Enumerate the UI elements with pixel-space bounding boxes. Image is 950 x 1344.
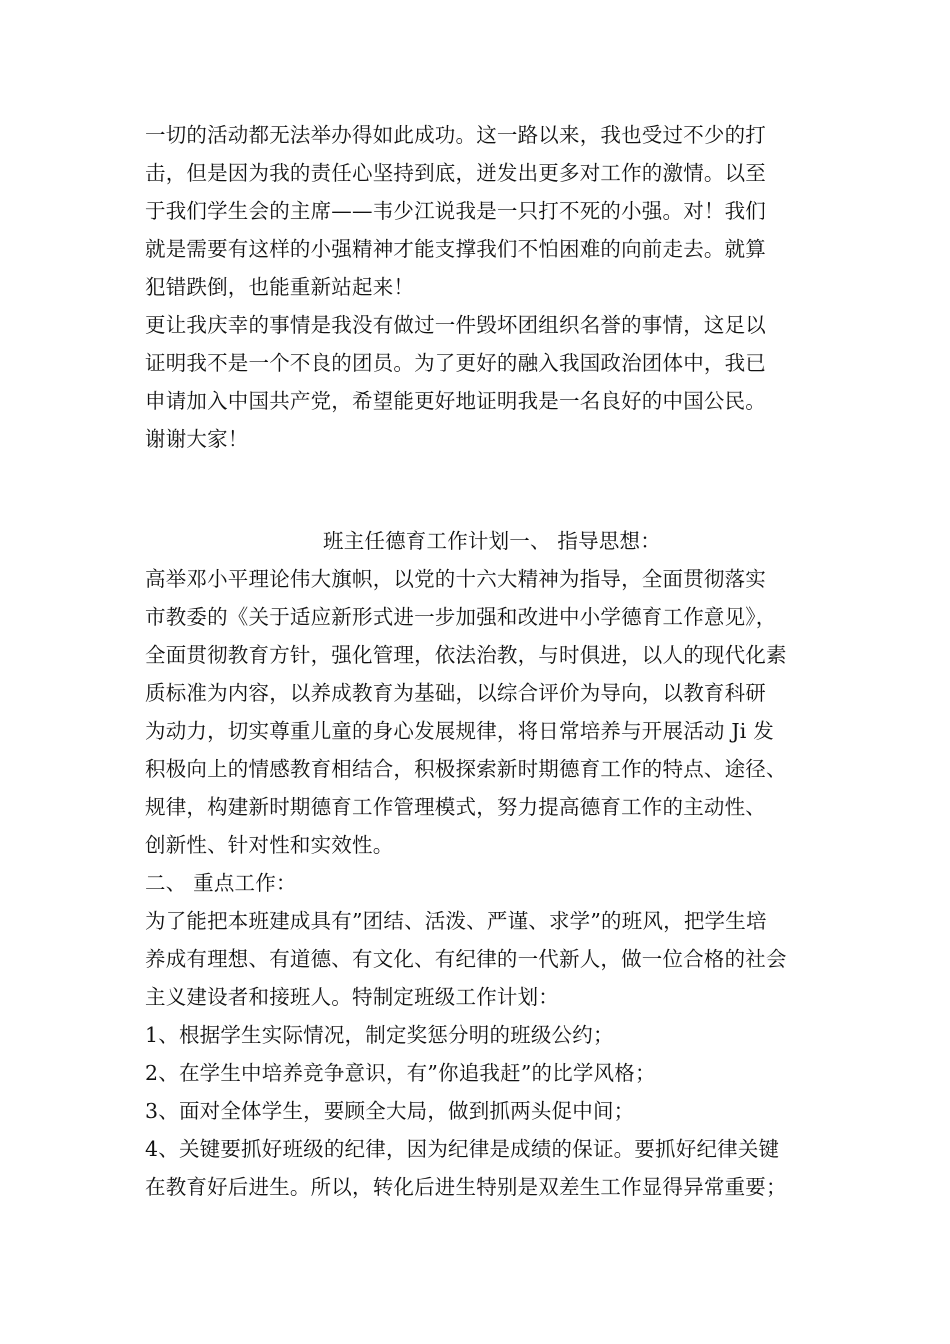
text-line: 高举邓小平理论伟大旗帜，以党的十六大精神为指导，全面贯彻落实 [145,567,766,591]
text-line: 于我们学生会的主席——韦少江说我是一只打不死的小强。对！我们 [145,199,766,223]
text-line: 养成有理想、有道德、有文化、有纪律的一代新人，做一位合格的社会 [145,947,787,971]
text-line: 证明我不是一个不良的团员。为了更好的融入我国政治团体中，我已 [145,351,766,375]
text-line: 谢谢大家！ [145,427,249,451]
text-line: 主义建设者和接班人。特制定班级工作计划： [145,985,559,1009]
text-line: 为了能把本班建成具有”团结、活泼、严谨、求学”的班风，把学生培 [145,909,767,933]
text-line: 规律，构建新时期德育工作管理模式，努力提高德育工作的主动性、 [145,795,766,819]
text-line: 申请加入中国共产党，希望能更好地证明我是一名良好的中国公民。 [145,389,766,413]
work-plan-section [145,522,825,1206]
text-line: 犯错跌倒，也能重新站起来！ [145,275,415,299]
text-line: 击，但是因为我的责任心坚持到底，迸发出更多对工作的激情。以至 [145,161,766,185]
section-heading: 二、 重点工作： [145,871,297,895]
text-line: 更让我庆幸的事情是我没有做过一件毁坏团组织名誉的事情，这足以 [145,313,766,337]
text-line: 全面贯彻教育方针，强化管理，依法治教，与时俱进，以人的现代化素 [145,643,787,667]
list-item-continued: 在教育好后进生。所以，转化后进生特别是双差生工作显得异常重要； [145,1175,787,1199]
text-line: 积极向上的情感教育相结合，积极探索新时期德育工作的特点、途径、 [145,757,787,781]
text-line: 创新性、针对性和实效性。 [145,833,394,857]
section-title: 班主任德育工作计划一、 指导思想： [323,529,661,553]
list-item: 3、面对全体学生，要顾全大局，做到抓两头促中间； [145,1099,635,1123]
text-line: 一切的活动都无法举办得如此成功。这一路以来，我也受过不少的打 [145,123,766,147]
list-item: 1、根据学生实际情况，制定奖惩分明的班级公约； [145,1023,614,1047]
text-line: 就是需要有这样的小强精神才能支撑我们不怕困难的向前走去。就算 [145,237,766,261]
text-line: 市教委的《关于适应新形式进一步加强和改进中小学德育工作意见》， [145,605,777,629]
list-item: 4、关键要抓好班级的纪律，因为纪律是成绩的保证。要抓好纪律关键 [145,1137,780,1161]
list-item: 2、在学生中培养竞争意识，有”你追我赶”的比学风格； [145,1061,656,1085]
speech-closing-section [145,116,825,458]
text-line: 为动力，切实尊重儿童的身心发展规律，将日常培养与开展活动 Ji 发 [145,719,774,743]
text-line: 质标准为内容，以养成教育为基础，以综合评价为导向，以教育科研 [145,681,766,705]
